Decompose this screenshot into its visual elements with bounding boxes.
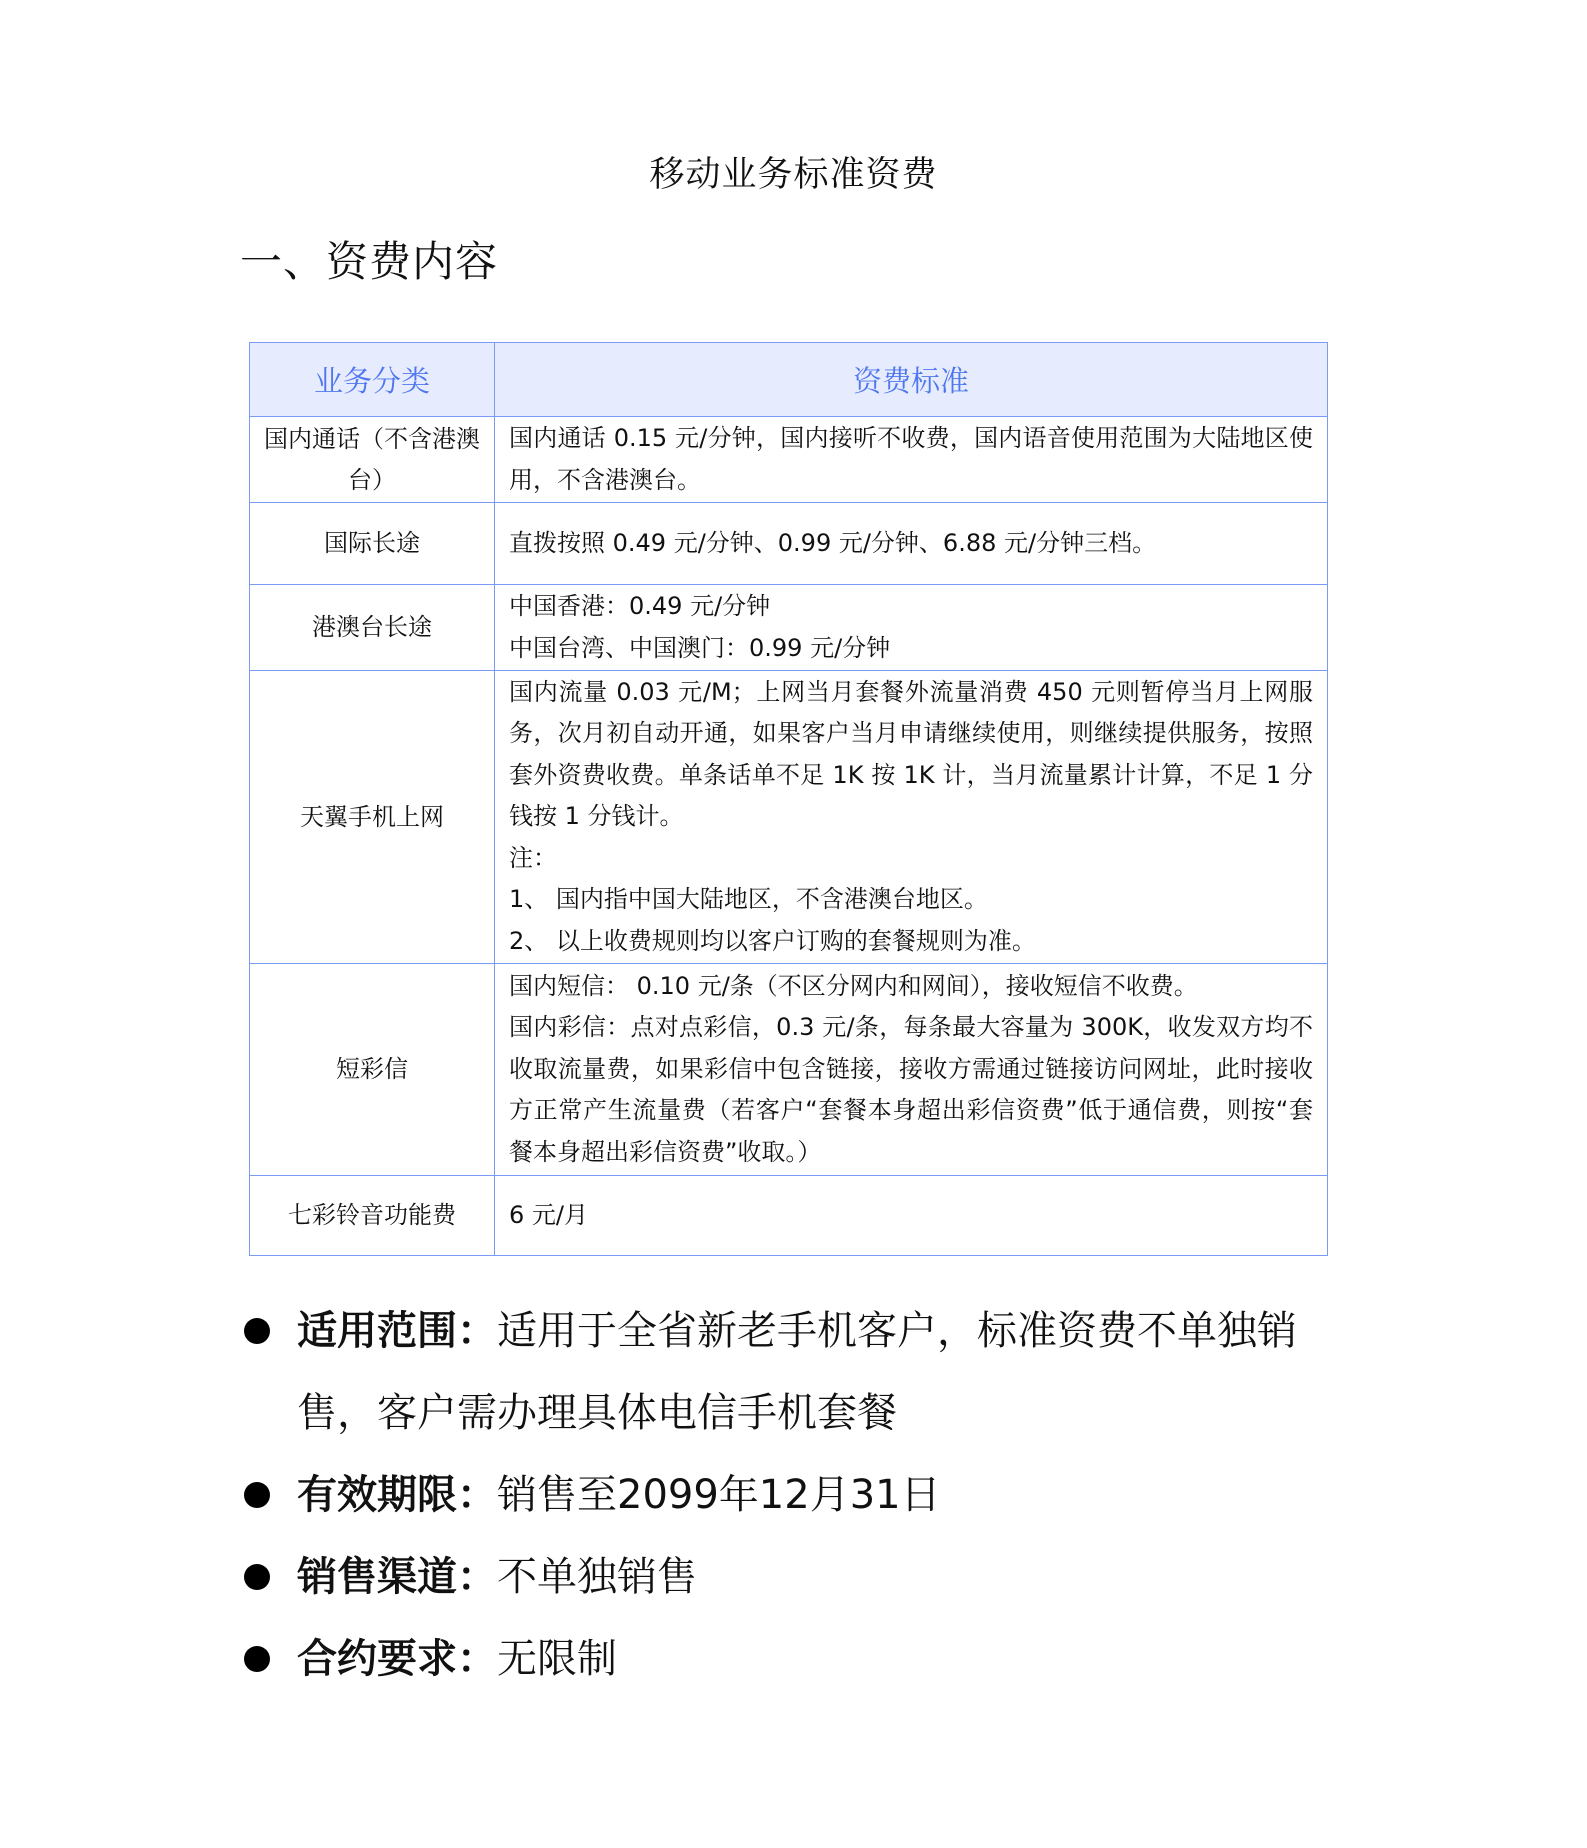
table-row bbox=[250, 1176, 1328, 1256]
row-description bbox=[495, 671, 1328, 964]
table-row bbox=[250, 964, 1328, 1176]
bullet-dot-icon bbox=[244, 1482, 270, 1508]
description-line: 2、 以上收费规则均以客户订购的套餐规则为准。 bbox=[509, 926, 1036, 955]
header-tariff-standard: 资费标准 bbox=[495, 343, 1328, 417]
description-line: 国内通话 0.15 元/分钟，国内接听不收费，国内语音使用范围为大陆地区使用，不含港澳台。 bbox=[509, 424, 1313, 494]
description-line: 国内流量 0.03 元/M；上网当月套餐外流量消费 450 元则暂停当月上网服务，次月初自动开通，如果客户当月申请继续使用，则继续提供服务，按照套外资费收费。单条话单不足 1K 按 1K 计，当月流量累计计算，不足 1 分钱按 1 分钱计。 bbox=[509, 677, 1313, 831]
term-label: 有效期限： bbox=[297, 1472, 497, 1518]
term-value: 不单独销售 bbox=[497, 1554, 697, 1600]
description-line: 1、 国内指中国大陆地区，不含港澳台地区。 bbox=[509, 885, 988, 914]
description-line: 6 元/月 bbox=[509, 1200, 588, 1229]
table-row bbox=[250, 585, 1328, 671]
row-description bbox=[495, 417, 1328, 503]
description-line: 国内彩信：点对点彩信，0.3 元/条，每条最大容量为 300K，收发双方均不收取流量费，如果彩信中包含链接，接收方需通过链接访问网址，此时接收方正常产生流量费（若客户“套餐本身超出彩信资费”低于通信费，则按“套餐本身超出彩信资费”收取。） bbox=[509, 1013, 1313, 1166]
description-line: 直拨按照 0.49 元/分钟、0.99 元/分钟、6.88 元/分钟三档。 bbox=[509, 528, 1157, 557]
description-line: 中国香港：0.49 元/分钟 bbox=[509, 592, 771, 620]
row-category: 短彩信 bbox=[250, 964, 495, 1176]
term-value: 适用于全省新老手机客户，标准资费不单独销售，客户需办理具体电信手机套餐 bbox=[297, 1308, 1297, 1436]
row-category: 七彩铃音功能费 bbox=[250, 1176, 495, 1256]
list-item bbox=[240, 1454, 1350, 1536]
term-value: 销售至2099年12月31日 bbox=[497, 1472, 941, 1518]
row-description bbox=[495, 503, 1328, 585]
bullet-dot-icon bbox=[244, 1646, 270, 1672]
table-row bbox=[250, 671, 1328, 964]
bullet-dot-icon bbox=[244, 1564, 270, 1590]
term-label: 适用范围： bbox=[297, 1308, 497, 1354]
header-category: 业务分类 bbox=[250, 343, 495, 417]
term-label: 合约要求： bbox=[297, 1636, 497, 1682]
row-category: 天翼手机上网 bbox=[250, 671, 495, 964]
list-item bbox=[240, 1618, 1350, 1700]
table-row bbox=[250, 503, 1328, 585]
section-heading: 一、资费内容 bbox=[240, 237, 499, 286]
description-line: 中国台湾、中国澳门：0.99 元/分钟 bbox=[509, 633, 891, 662]
term-label: 销售渠道： bbox=[297, 1554, 497, 1600]
row-description bbox=[495, 1176, 1328, 1256]
table-row bbox=[250, 417, 1328, 503]
terms-list bbox=[240, 1290, 1350, 1700]
row-category: 国际长途 bbox=[250, 503, 495, 585]
term-value: 无限制 bbox=[497, 1636, 617, 1682]
row-description bbox=[495, 585, 1328, 671]
row-category: 国内通话（不含港澳台） bbox=[250, 417, 495, 503]
description-line: 注： bbox=[509, 843, 557, 872]
tariff-table bbox=[249, 342, 1328, 1256]
bullet-dot-icon bbox=[244, 1318, 270, 1344]
table-header-row bbox=[250, 343, 1328, 417]
document-title: 移动业务标准资费 bbox=[649, 155, 938, 195]
list-item bbox=[240, 1536, 1350, 1618]
row-description bbox=[495, 964, 1328, 1176]
row-category: 港澳台长途 bbox=[250, 585, 495, 671]
description-line: 国内短信： 0.10 元/条（不区分网内和网间），接收短信不收费。 bbox=[509, 971, 1198, 1000]
list-item bbox=[240, 1290, 1350, 1454]
